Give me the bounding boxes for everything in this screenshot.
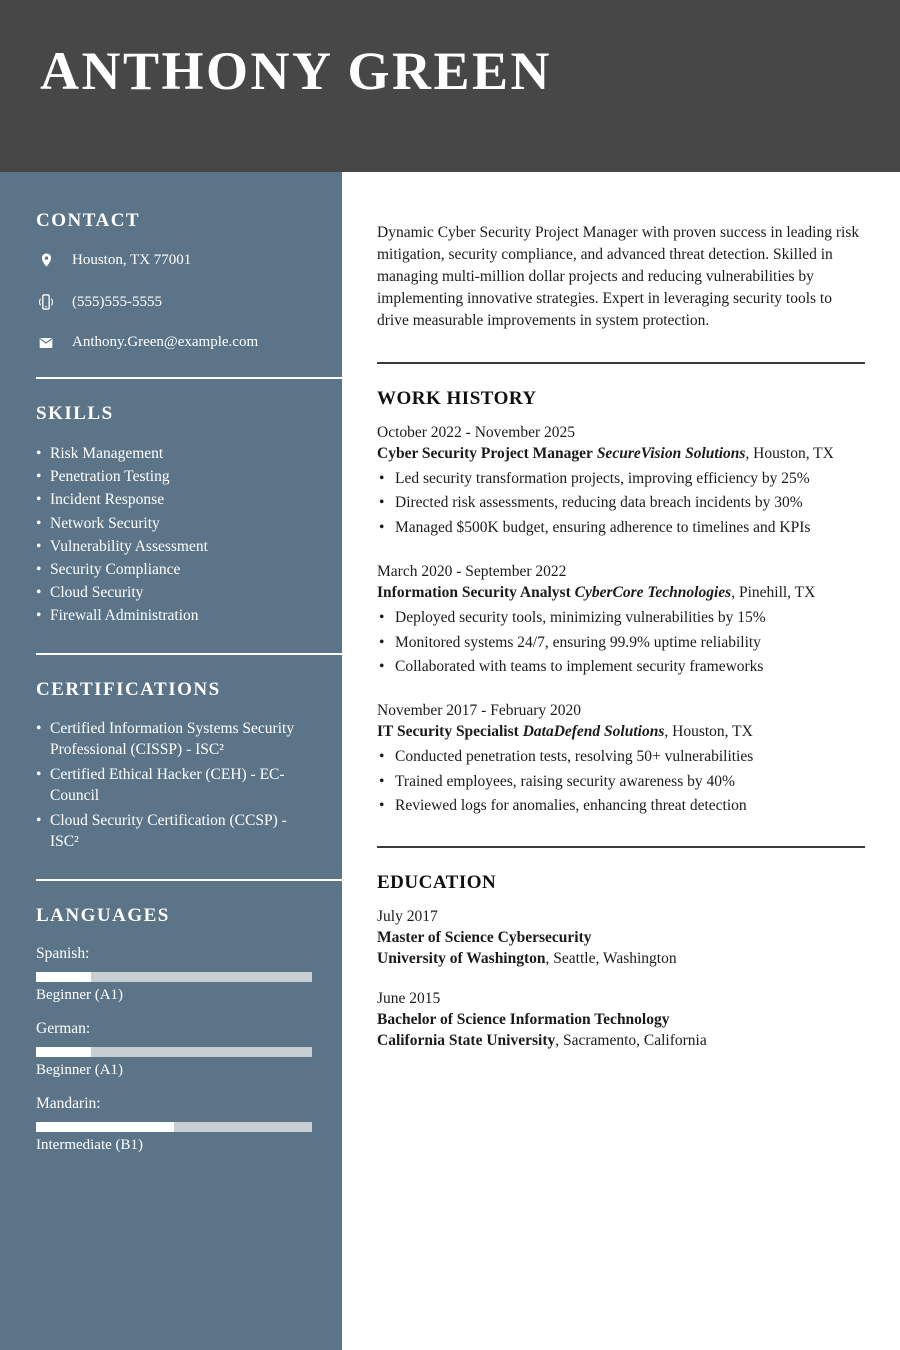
job-company: SecureVision Solutions (596, 445, 746, 462)
language-level: Beginner (A1) (36, 1061, 124, 1078)
work-history-title: WORK HISTORY (377, 388, 537, 409)
skills-section (0, 403, 342, 627)
language-progress-fill (36, 972, 91, 982)
job-bullet: • Trained employees, raising security awareness by 40% (377, 771, 865, 792)
contact-item-phone (36, 292, 312, 312)
job-bullet: • Managed $500K budget, ensuring adherence to timelines and KPIs (377, 517, 865, 538)
education-school-line (377, 950, 865, 968)
contact-item-location (36, 250, 312, 270)
language-progress-track (36, 1047, 312, 1057)
education-entry (377, 908, 865, 968)
certifications-section (0, 679, 342, 853)
language-progress-track (36, 1122, 312, 1132)
job-location: , Houston, TX (745, 445, 834, 462)
certifications-list (36, 719, 312, 853)
job-role: IT Security Specialist (377, 723, 519, 741)
contact-item-email (36, 334, 312, 351)
language-name: German: (36, 1019, 91, 1037)
job-bullet: • Directed risk assessments, reducing data breach incidents by 30% (377, 492, 865, 513)
education-dates: June 2015 (377, 990, 441, 1008)
job-bullet-list (377, 607, 865, 677)
education-location: , Sacramento, California (555, 1032, 707, 1050)
languages-section-title: LANGUAGES (36, 904, 170, 926)
language-progress-track (36, 972, 312, 982)
certification-item: • Cloud Security Certification (CCSP) - ISC² (36, 811, 312, 853)
job-role-line (377, 723, 865, 741)
job-bullet: • Monitored systems 24/7, ensuring 99.9% uptime reliability (377, 632, 865, 653)
skill-item: • Security Compliance (36, 559, 312, 581)
language-name: Mandarin: (36, 1094, 101, 1112)
job-role: Cyber Security Project Manager (377, 445, 593, 462)
header-banner (0, 0, 900, 172)
job-role-line (377, 445, 865, 463)
education-degree: Master of Science Cybersecurity (377, 929, 592, 947)
language-item (36, 1020, 312, 1079)
skill-item: • Vulnerability Assessment (36, 536, 312, 558)
language-progress-fill (36, 1122, 174, 1132)
job-bullet-list (377, 746, 865, 816)
professional-summary: Dynamic Cyber Security Project Manager with proven success in leading risk mitigation, security compliance, and advanced threat detection. Skilled in managing multi-million dollar projects and reducing vulnerabilities by implementing innovative strategies. Expert in leveraging security tools to drive measurable improvements in system protection. (377, 224, 860, 329)
contact-section (0, 210, 342, 351)
job-bullet: • Deployed security tools, minimizing vulnerabilities by 15% (377, 607, 865, 628)
job-dates: March 2020 - September 2022 (377, 563, 567, 581)
job-location: , Houston, TX (664, 723, 753, 741)
job-bullet: • Reviewed logs for anomalies, enhancing threat detection (377, 795, 865, 816)
contact-section-title: CONTACT (36, 210, 141, 231)
education-location: , Seattle, Washington (545, 950, 677, 968)
job-company: DataDefend Solutions (522, 723, 665, 741)
job-bullet-list (377, 468, 865, 538)
section-divider (377, 362, 865, 364)
languages-section (0, 905, 342, 1154)
job-bullet: • Led security transformation projects, improving efficiency by 25% (377, 468, 865, 489)
candidate-name: ANTHONY GREEN (40, 41, 553, 101)
education-section (377, 872, 865, 1050)
skill-item: • Cloud Security (36, 582, 312, 604)
main-content (342, 172, 900, 1350)
sidebar-divider (36, 377, 342, 379)
education-school: University of Washington (377, 950, 546, 968)
skill-item: • Incident Response (36, 489, 312, 511)
skill-item: • Risk Management (36, 443, 312, 465)
education-school-line (377, 1032, 865, 1050)
sidebar-divider (36, 653, 342, 655)
education-degree: Bachelor of Science Information Technology (377, 1011, 670, 1029)
contact-email-text: Anthony.Green@example.com (72, 334, 259, 350)
language-item (36, 945, 312, 1004)
education-title: EDUCATION (377, 872, 497, 894)
education-entry (377, 990, 865, 1050)
job-dates: October 2022 - November 2025 (377, 424, 576, 441)
job-location: , Pinehill, TX (731, 584, 816, 602)
certifications-section-title: CERTIFICATIONS (36, 679, 221, 700)
sidebar-divider (36, 879, 342, 881)
location-icon (36, 250, 56, 270)
job-entry (377, 702, 865, 816)
education-school: California State University (377, 1032, 556, 1050)
job-bullet: • Collaborated with teams to implement security frameworks (377, 656, 865, 677)
language-level: Intermediate (B1) (36, 1136, 144, 1153)
certification-item: • Certified Information Systems Security Professional (CISSP) - ISC² (36, 719, 312, 761)
language-item (36, 1095, 312, 1154)
contact-location-text: Houston, TX 77001 (72, 251, 192, 268)
job-company: CyberCore Technologies (574, 584, 732, 602)
skill-item: • Firewall Administration (36, 605, 312, 627)
section-divider (377, 846, 865, 848)
language-level: Beginner (A1) (36, 986, 124, 1003)
job-role-line (377, 584, 865, 602)
email-icon (36, 335, 56, 351)
phone-icon (36, 292, 56, 312)
language-name: Spanish: (36, 944, 90, 962)
sidebar (0, 172, 342, 1350)
work-history-section (377, 388, 865, 816)
skill-item: • Network Security (36, 513, 312, 535)
job-entry (377, 563, 865, 677)
job-entry (377, 424, 865, 538)
language-progress-fill (36, 1047, 91, 1057)
certification-item: • Certified Ethical Hacker (CEH) - EC-Council (36, 765, 312, 807)
contact-phone-text: (555)555-5555 (72, 293, 162, 310)
job-role: Information Security Analyst (377, 584, 571, 602)
skill-item: • Penetration Testing (36, 466, 312, 488)
job-dates: November 2017 - February 2020 (377, 702, 582, 720)
education-dates: July 2017 (377, 908, 438, 926)
skills-section-title: SKILLS (36, 403, 114, 424)
job-bullet: • Conducted penetration tests, resolving 50+ vulnerabilities (377, 746, 865, 767)
skills-list (36, 443, 312, 627)
